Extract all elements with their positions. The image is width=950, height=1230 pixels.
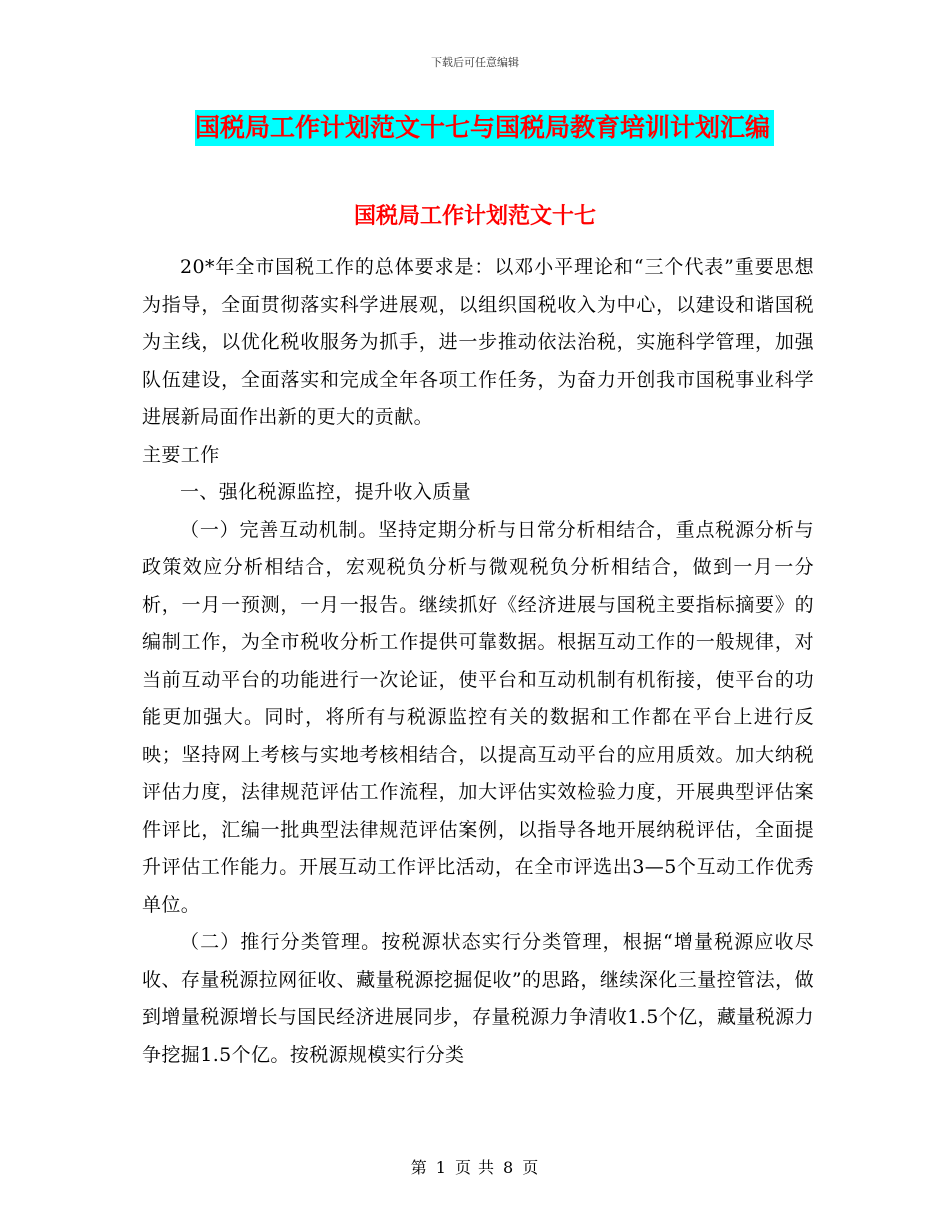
page-footer (0, 1155, 950, 1178)
paragraph: 20*年全市国税工作的总体要求是：以邓小平理论和“三个代表”重要思想为指导，全面贯彻落实科学进展观，以组织国税收入为中心，以建设和谐国税为主线，以优化税收服务为抓手，进一步推动依法治税，实施科学管理，加强队伍建设，全面落实和完成全年各项工作任务，为奋力开创我市国税事业科学进展新局面作出新的更大的贡献。 (142, 256, 814, 428)
paragraph: 一、强化税源监控，提升收入质量 (180, 481, 472, 503)
page-label-mid: 页 共 (454, 1158, 496, 1177)
main-title: 国税局工作计划范文十七与国税局教育培训计划汇编 (195, 113, 771, 142)
main-title-highlight (195, 110, 774, 146)
total-pages: 8 (503, 1158, 515, 1177)
page-header-note: 下载后可任意编辑 (431, 56, 519, 69)
page-number: 1 (435, 1158, 447, 1177)
paragraph: 主要工作 (142, 443, 220, 466)
paragraph: （一）完善互动机制。坚持定期分析与日常分析相结合，重点税源分析与政策效应分析相结合，宏观税负分析与微观税负分析相结合，做到一月一分析，一月一预测，一月一报告。继续抓好《经济进展与国税主要指标摘要》的编制工作，为全市税收分析工作提供可靠数据。根据互动工作的一般规律，对当前互动平台的功能进行一次论证，使平台和互动机制有机衔接，使平台的功能更加强大。同时，将所有与税源监控有关的数据和工作都在平台上进行反映；坚持网上考核与实地考核相结合，以提高互动平台的应用质效。加大纳税评估力度，法律规范评估工作流程，加大评估实效检验力度，开展典型评估案件评比，汇编一批典型法律规范评估案例，以指导各地开展纳税评估，全面提升评估工作能力。开展互动工作评比活动，在全市评选出3—5个互动工作优秀单位。 (142, 518, 814, 916)
document-body (142, 249, 814, 1074)
section-title: 国税局工作计划范文十七 (353, 204, 596, 229)
page-label-suffix: 页 (522, 1158, 540, 1177)
paragraph: （二）推行分类管理。按税源状态实行分类管理，根据“增量税源应收尽收、存量税源拉网征收、藏量税源挖掘促收”的思路，继续深化三量控管法，做到增量税源增长与国民经济进展同步，存量税源力争清收1.5个亿，藏量税源力争挖掘1.5个亿。按税源规模实行分类 (142, 931, 814, 1066)
page-label-prefix: 第 (410, 1158, 428, 1177)
